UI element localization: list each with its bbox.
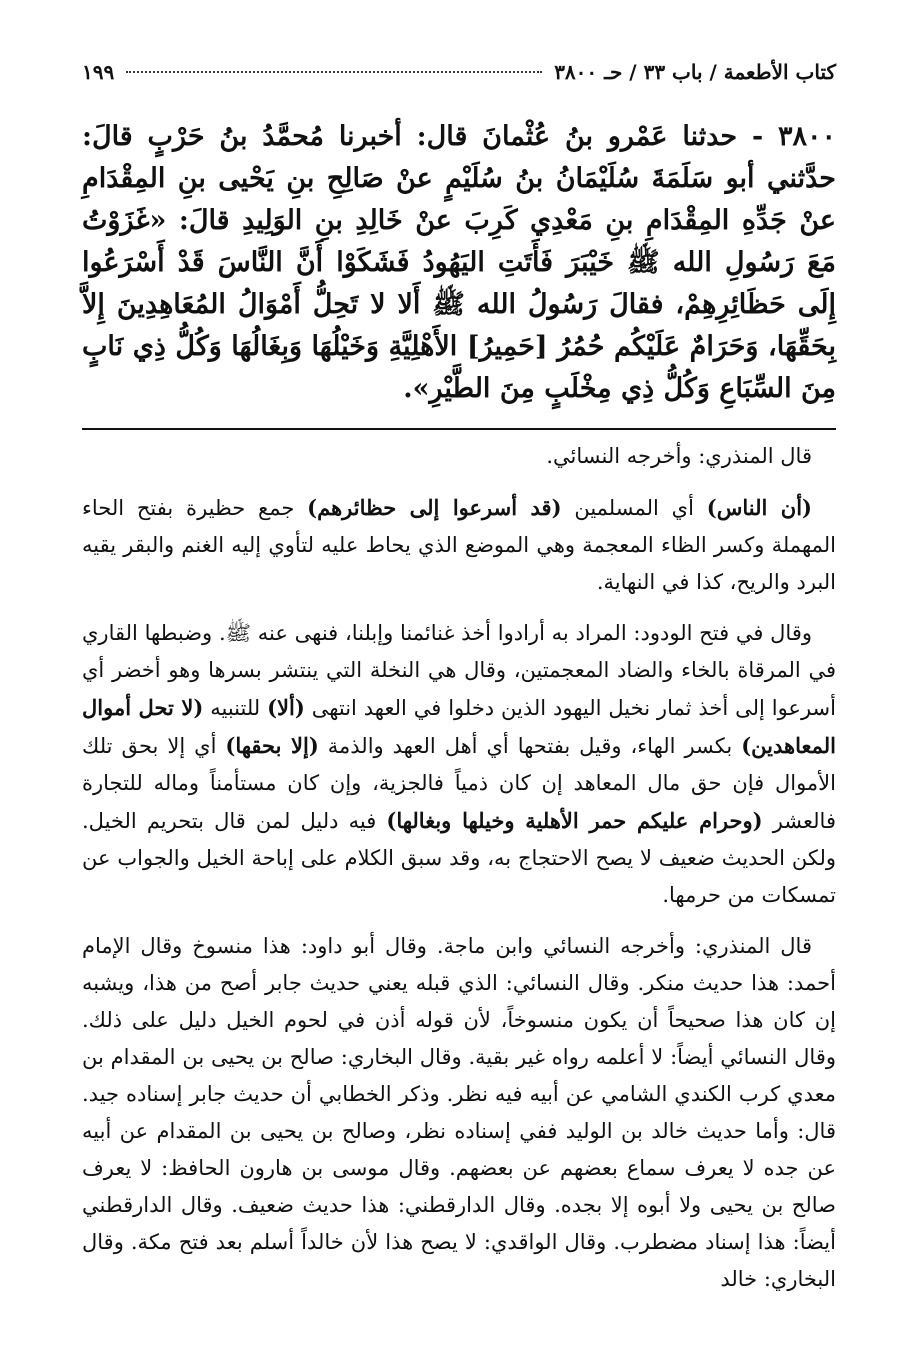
dotted-leader	[126, 71, 542, 73]
running-title: كتاب الأطعمة / باب ٣٣ / حـ ٣٨٠٠	[554, 60, 836, 84]
page-number: ١٩٩	[82, 60, 115, 84]
commentary-text: للتنبيه	[210, 696, 261, 720]
book-page	[82, 60, 836, 1325]
commentary-text: جمع حظيرة بفتح الحاء المهملة وكسر الظاء المعجمة وهي الموضع الذي يحاط عليه لتأوي إليه الغنم والبقر يقيه البرد والريح، كذا في النهاية.	[82, 496, 836, 594]
commentary-text: أي إلا بحق تلك الأموال فإن حق مال المعاهد إن كان ذمياً فالجزية، وإن كان مستأمناً وماله للتجارة فالعشر	[82, 734, 836, 833]
commentary-text: فيه دليل لمن قال بتحريم الخيل. ولكن الحديث ضعيف لا يصح الاحتجاج به، وقد سبق الكلام على إباحة الخيل والجواب عن تمسكات من حرمها.	[82, 809, 836, 907]
lemma: (قد أسرعوا إلى حظائرهم)	[307, 495, 562, 520]
lemma: (وحرام عليكم حمر الأهلية وخيلها وبغالها)	[386, 808, 763, 833]
commentary-text: بكسر الهاء، وقيل بفتحها أي أهل العهد والذمة	[327, 734, 733, 758]
commentary-block	[82, 438, 836, 1298]
commentary-text: أي المسلمين	[574, 496, 694, 520]
lemma: (إلا بحقها)	[225, 733, 319, 758]
commentary-paragraph-2	[82, 489, 836, 601]
lemma: (أن الناس)	[706, 495, 812, 520]
hadith-body: حدثنا عَمْرو بنُ عُثْمانَ قال: أخبرنا مُحمَّدُ بنُ حَرْبٍ قالَ: حدَّثني أبو سَلَمَةَ سُلَيْمَانُ بنُ سُلَيْمٍ عنْ صَالِحِ بنِ يَحْيى بنِ المِقْدَامِ عنْ جَدِّهِ المِقْدَامِ بنِ مَعْدِي كَرِبَ عنْ خَالِدِ بنِ الوَلِيدِ قالَ: «غَزَوْتُ مَعَ رَسُولِ الله ﷺ خَيْبَرَ فَأَتَتِ اليَهُودُ فَشَكَوْا أَنَّ النَّاسَ قَدْ أَسْرَعُوا إِلَى حَظَائِرِهِمْ، فقالَ رَسُولُ الله ﷺ أَلا لا تَحِلُّ أَمْوَالُ المُعَاهِدِينَ إِلاَّ بِحَقِّهَا، وَحَرَامٌ عَلَيْكُم حُمُرُ [حَمِيرُ] الأَهْلِيَّةِ وَخَيْلُهَا وَبِغَالُهَا وَكُلُّ ذِي نَابٍ مِنَ السِّبَاعِ وَكُلُّ ذِي مِخْلَبٍ مِنَ الطَّيْرِ».	[82, 121, 836, 404]
running-header	[82, 60, 836, 104]
commentary-paragraph-1	[82, 438, 836, 475]
hadith-number: ٣٨٠٠ -	[751, 121, 836, 152]
lemma: (ألا)	[267, 695, 305, 720]
commentary-paragraph-3	[82, 615, 836, 914]
lemma: (لا تحل أموال المعاهدين)	[82, 695, 836, 758]
separator-rule	[82, 428, 836, 430]
commentary-text: وقال في فتح الودود: المراد به أرادوا أخذ غنائمنا وإبلنا، فنهى عنه ﷺ. وضبطها القاري في المرقاة بالخاء والضاد المعجمتين، وقال هي النخلة التي ينتشر بسرها وهو أخضر أي أسرعوا إلى أخذ ثمار نخيل اليهود الذين دخلوا في العهد انتهى	[82, 621, 836, 720]
commentary-text: قال المنذري: وأخرجه النسائي.	[546, 444, 812, 468]
hadith-text-block	[82, 116, 836, 410]
commentary-text: قال المنذري: وأخرجه النسائي وابن ماجة. وقال أبو داود: هذا منسوخ وقال الإمام أحمد: هذا حديث منكر. وقال النسائي: الذي قبله يعني حديث جابر أصح من هذا، ويشبه إن كان هذا صحيحاً أن يكون منسوخاً، لأن قوله أذن في لحوم الخيل دليل على ذلك. وقال النسائي أيضاً: لا أعلمه رواه غير بقية. وقال البخاري: صالح بن يحيى بن المقدام بن معدي كرب الكندي الشامي عن أبيه فيه نظر. وذكر الخطابي أن حديث جابر إسناده جيد. قال: وأما حديث خالد بن الوليد ففي إسناده نظر، وصالح بن يحيى بن المقدام عن أبيه عن جده لا يعرف سماع بعضهم عن بعضهم. وقال موسى بن هارون الحافظ: لا يعرف صالح بن يحيى ولا أبوه إلا بجده. وقال الدارقطني: هذا حديث ضعيف. وقال الدارقطني أيضاً: هذا إسناد مضطرب. وقال الواقدي: لا يصح هذا لأن خالداً أسلم بعد فتح مكة. وقال البخاري: خالد	[82, 934, 836, 1291]
commentary-paragraph-4	[82, 928, 836, 1298]
